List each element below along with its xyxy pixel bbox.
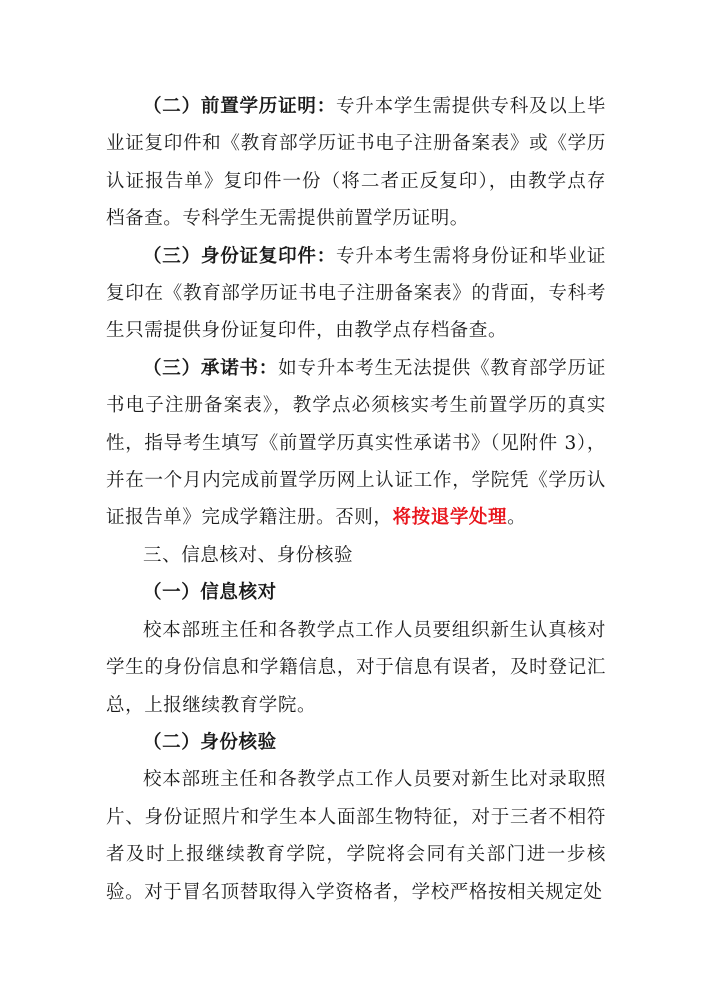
- paragraph-lead: （三）身份证复印件：: [143, 245, 336, 267]
- paragraph-text: 专升本考生需将身份证和毕业证复印在《教育部学历证书电子注册备案表》的背面，专科考生只需提供身份证复印件，由教学点存档备查。: [106, 245, 606, 342]
- paragraph-identity-check: 校本部班主任和各教学点工作人员要对新生比对录取照片、身份证照片和学生本人面部生物特征，对于三者不相符者及时上报继续教育学院，学院将会同有关部门进一步核验。对于冒名顶替取得入学资格者，学校严格按相关规定处: [106, 769, 606, 903]
- warning-highlight: 将按退学处理: [392, 507, 508, 529]
- paragraph-lead: （三）承诺书：: [143, 357, 279, 379]
- section-title: 三、信息核对、身份核验: [143, 544, 354, 566]
- paragraph-commitment: [106, 350, 606, 537]
- paragraph-prior-education: [106, 88, 606, 238]
- paragraph-text: 专升本学生需提供专科及以上毕业证复印件和《教育部学历证书电子注册备案表》或《学历认证报告单》复印件一份（将二者正反复印），由教学点存档备查。专科学生无需提供前置学历证明。: [106, 96, 606, 230]
- document-page: [106, 88, 606, 911]
- subsection-title-info-check: （一）信息核对: [143, 582, 277, 604]
- paragraph-text: 如专升本考生无法提供《教育部学历证书电子注册备案表》，教学点必须核实考生前置学历的真实性，指导考生填写《前置学历真实性承诺书》（见附件 3），并在一个月内完成前置学历网上认证工作，学院凭《学历认证报告单》完成学籍注册。否则，: [106, 357, 607, 529]
- paragraph-tail: 。: [507, 507, 527, 529]
- paragraph-info-check: 校本部班主任和各教学点工作人员要组织新生认真核对学生的身份信息和学籍信息，对于信息有误者，及时登记汇总，上报继续教育学院。: [106, 619, 606, 716]
- subsection-title-identity-check: （二）身份核验: [143, 731, 277, 753]
- paragraph-lead: （二）前置学历证明：: [143, 96, 336, 117]
- paragraph-id-copy: [106, 238, 606, 350]
